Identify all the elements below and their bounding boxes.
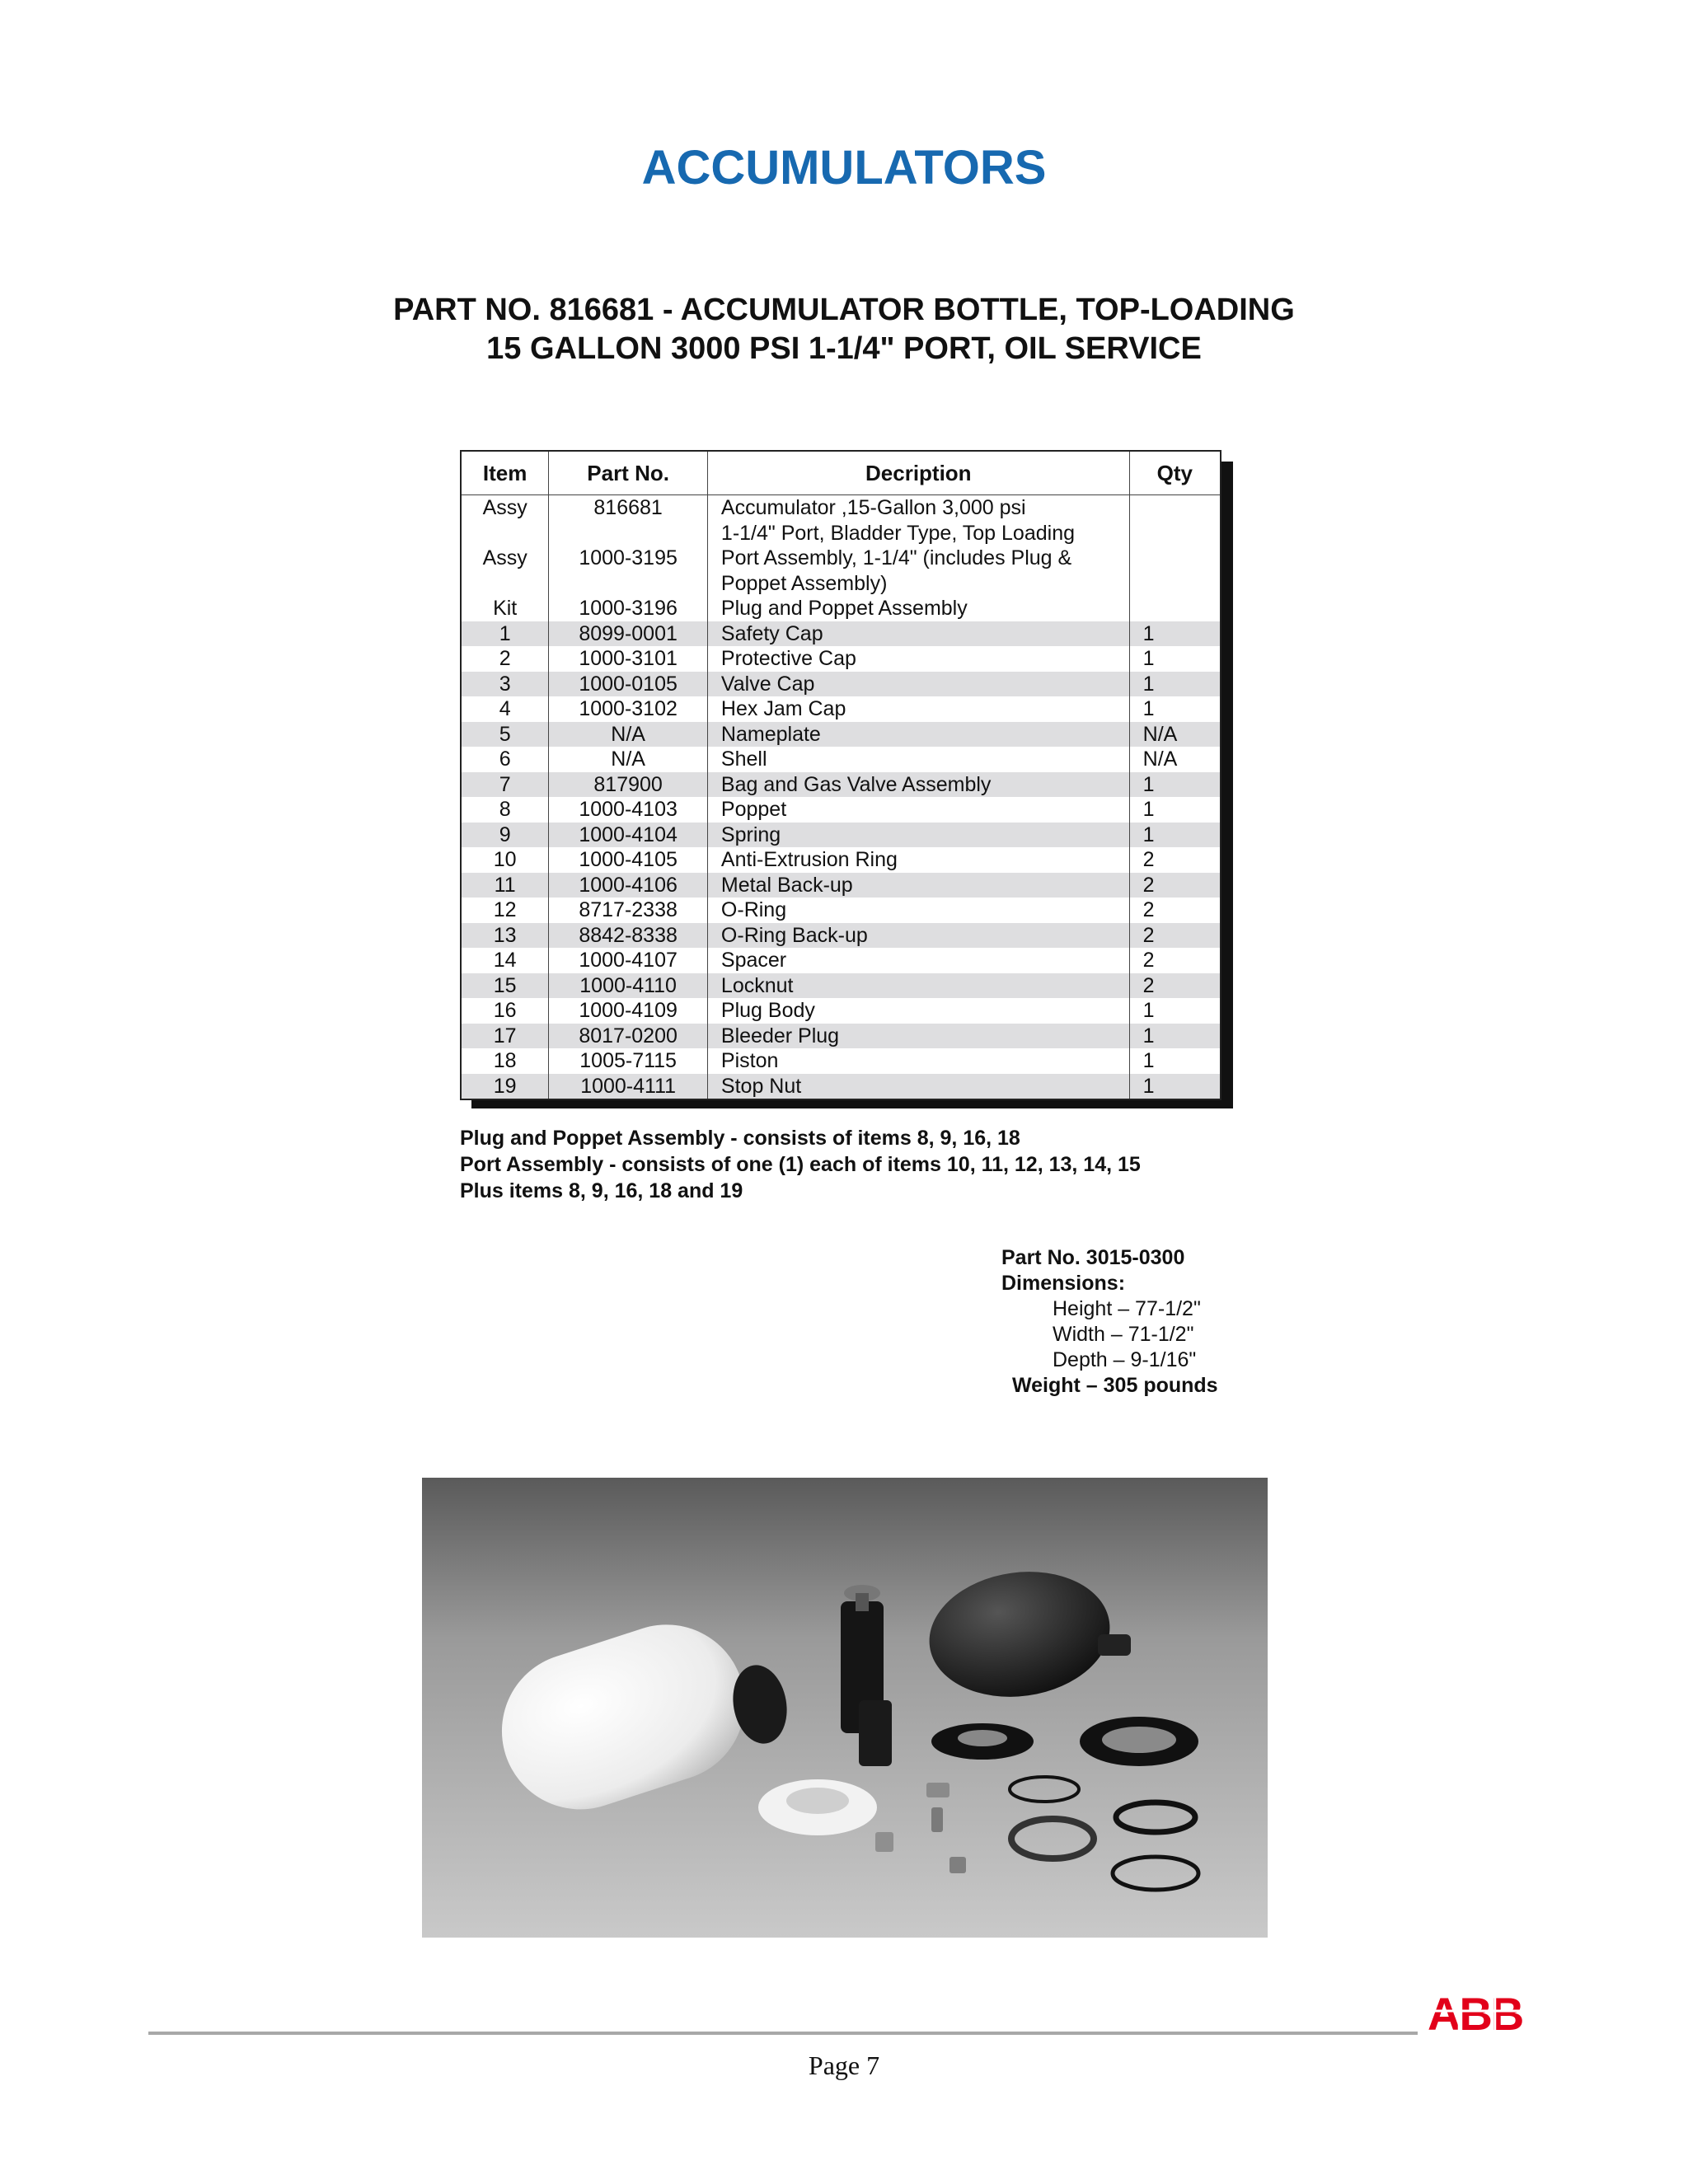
cell-description: 1-1/4" Port, Bladder Type, Top Loading xyxy=(707,521,1129,546)
cell-qty: 1 xyxy=(1129,998,1221,1024)
cell-qty: 2 xyxy=(1129,873,1221,898)
dimension-weight: Weight – 305 pounds xyxy=(1012,1374,1218,1397)
cell-description: Anti-Extrusion Ring xyxy=(707,847,1129,873)
cell-item xyxy=(461,571,549,597)
cell-part-no: N/A xyxy=(549,747,708,772)
table-row xyxy=(461,823,1221,848)
cell-part-no xyxy=(549,521,708,546)
page-title: ACCUMULATORS xyxy=(641,141,1047,194)
note-plug-poppet: Plug and Poppet Assembly - consists of items 8, 9, 16, 18 xyxy=(460,1127,1020,1150)
cell-item: 9 xyxy=(461,823,549,848)
cell-item: 17 xyxy=(461,1024,549,1049)
cell-item: 3 xyxy=(461,672,549,697)
cell-item: Assy xyxy=(461,495,549,521)
cell-description: Poppet Assembly) xyxy=(707,571,1129,597)
cell-part-no: 1000-3102 xyxy=(549,696,708,722)
table-row xyxy=(461,797,1221,823)
cell-part-no: 816681 xyxy=(549,495,708,521)
cell-description: Spacer xyxy=(707,948,1129,973)
cell-description: Stop Nut xyxy=(707,1074,1129,1100)
cell-part-no: 1000-3196 xyxy=(549,596,708,621)
cell-qty: 1 xyxy=(1129,823,1221,848)
cell-qty: 1 xyxy=(1129,672,1221,697)
cell-description: Piston xyxy=(707,1048,1129,1074)
cell-item: 14 xyxy=(461,948,549,973)
table-row xyxy=(461,948,1221,973)
cell-qty xyxy=(1129,571,1221,597)
page-number: Page 7 xyxy=(808,2050,880,2080)
dimensions-part-no: Part No. 3015-0300 xyxy=(1001,1246,1185,1269)
cell-part-no: 1000-4106 xyxy=(549,873,708,898)
cell-qty: 2 xyxy=(1129,973,1221,999)
cell-qty: 2 xyxy=(1129,847,1221,873)
table-row xyxy=(461,898,1221,923)
cell-qty: 2 xyxy=(1129,948,1221,973)
table-row xyxy=(461,672,1221,697)
note-port-assembly: Port Assembly - consists of one (1) each of items 10, 11, 12, 13, 14, 15 xyxy=(460,1153,1141,1176)
header-part-no: Part No. xyxy=(549,451,708,495)
table-row xyxy=(461,1024,1221,1049)
table-row xyxy=(461,722,1221,748)
cell-part-no: 1000-4104 xyxy=(549,823,708,848)
subtitle-line-2: 15 GALLON 3000 PSI 1-1/4" PORT, OIL SERVICE xyxy=(486,331,1202,366)
cell-item: 12 xyxy=(461,898,549,923)
table-row xyxy=(461,747,1221,772)
cell-item: 1 xyxy=(461,621,549,647)
cell-description: Poppet xyxy=(707,797,1129,823)
cell-part-no: N/A xyxy=(549,722,708,748)
cell-description: Hex Jam Cap xyxy=(707,696,1129,722)
cell-part-no: 1000-3101 xyxy=(549,646,708,672)
cell-item: 15 xyxy=(461,973,549,999)
note-plus-items: Plus items 8, 9, 16, 18 and 19 xyxy=(460,1179,743,1202)
cell-item: 11 xyxy=(461,873,549,898)
cell-part-no: 8717-2338 xyxy=(549,898,708,923)
cell-description: Nameplate xyxy=(707,722,1129,748)
cell-description: Spring xyxy=(707,823,1129,848)
cell-item: 16 xyxy=(461,998,549,1024)
cell-qty: 1 xyxy=(1129,797,1221,823)
cell-part-no: 1000-4107 xyxy=(549,948,708,973)
table-row xyxy=(461,1074,1221,1100)
cell-qty xyxy=(1129,546,1221,571)
cell-description: Plug and Poppet Assembly xyxy=(707,596,1129,621)
cell-qty: 1 xyxy=(1129,1074,1221,1100)
cell-part-no: 1005-7115 xyxy=(549,1048,708,1074)
table-row xyxy=(461,571,1221,597)
abb-logo-text: ABB xyxy=(1428,1993,1523,2034)
cell-part-no: 1000-4105 xyxy=(549,847,708,873)
table-header-row xyxy=(461,451,1221,495)
cell-part-no: 1000-4103 xyxy=(549,797,708,823)
table-row xyxy=(461,847,1221,873)
cell-item: 6 xyxy=(461,747,549,772)
cell-qty: 1 xyxy=(1129,696,1221,722)
cell-qty: N/A xyxy=(1129,722,1221,748)
cell-qty: 2 xyxy=(1129,923,1221,949)
cell-part-no xyxy=(549,571,708,597)
table-row xyxy=(461,646,1221,672)
cell-description: Port Assembly, 1-1/4" (includes Plug & xyxy=(707,546,1129,571)
cell-part-no: 817900 xyxy=(549,772,708,798)
cell-description: Bleeder Plug xyxy=(707,1024,1129,1049)
dimension-width: Width – 71-1/2" xyxy=(1053,1323,1194,1346)
table-row xyxy=(461,973,1221,999)
table-row xyxy=(461,873,1221,898)
cell-item: Assy xyxy=(461,546,549,571)
cell-description: O-Ring Back-up xyxy=(707,923,1129,949)
cell-item: 10 xyxy=(461,847,549,873)
header-item: Item xyxy=(461,451,549,495)
cell-part-no: 8099-0001 xyxy=(549,621,708,647)
abb-logo xyxy=(1426,1993,1533,2038)
cell-description: Locknut xyxy=(707,973,1129,999)
dimensions-label: Dimensions: xyxy=(1001,1272,1126,1295)
cell-description: Shell xyxy=(707,747,1129,772)
cell-item: 13 xyxy=(461,923,549,949)
cell-part-no: 1000-4109 xyxy=(549,998,708,1024)
cell-qty xyxy=(1129,521,1221,546)
cell-qty: 1 xyxy=(1129,772,1221,798)
cell-qty: 1 xyxy=(1129,1048,1221,1074)
table-row xyxy=(461,621,1221,647)
cell-item xyxy=(461,521,549,546)
cell-qty: N/A xyxy=(1129,747,1221,772)
cell-description: Bag and Gas Valve Assembly xyxy=(707,772,1129,798)
cell-description: O-Ring xyxy=(707,898,1129,923)
table-row xyxy=(461,521,1221,546)
table-row xyxy=(461,495,1221,521)
cell-item: 4 xyxy=(461,696,549,722)
parts-table xyxy=(460,450,1221,1100)
cell-part-no: 1000-3195 xyxy=(549,546,708,571)
parts-table-container xyxy=(460,450,1221,1100)
header-description: Decription xyxy=(707,451,1129,495)
cell-description: Protective Cap xyxy=(707,646,1129,672)
cell-item: 18 xyxy=(461,1048,549,1074)
table-row xyxy=(461,1048,1221,1074)
cell-description: Safety Cap xyxy=(707,621,1129,647)
cell-description: Valve Cap xyxy=(707,672,1129,697)
header-qty: Qty xyxy=(1129,451,1221,495)
table-row xyxy=(461,923,1221,949)
cell-qty: 1 xyxy=(1129,646,1221,672)
cell-description: Accumulator ,15-Gallon 3,000 psi xyxy=(707,495,1129,521)
cell-part-no: 1000-4111 xyxy=(549,1074,708,1100)
cell-qty: 2 xyxy=(1129,898,1221,923)
table-row xyxy=(461,772,1221,798)
table-row xyxy=(461,546,1221,571)
cell-part-no: 8842-8338 xyxy=(549,923,708,949)
cell-item: Kit xyxy=(461,596,549,621)
table-row xyxy=(461,998,1221,1024)
accumulator-parts-photo xyxy=(422,1478,1268,1938)
dimension-height: Height – 77-1/2" xyxy=(1053,1297,1201,1320)
footer-rule xyxy=(148,2032,1418,2035)
cell-item: 2 xyxy=(461,646,549,672)
cell-part-no: 8017-0200 xyxy=(549,1024,708,1049)
cell-item: 19 xyxy=(461,1074,549,1100)
cell-description: Plug Body xyxy=(707,998,1129,1024)
cell-item: 5 xyxy=(461,722,549,748)
cell-qty xyxy=(1129,495,1221,521)
cell-part-no: 1000-0105 xyxy=(549,672,708,697)
table-body xyxy=(461,495,1221,1100)
table-row xyxy=(461,596,1221,621)
subtitle-line-1: PART NO. 816681 - ACCUMULATOR BOTTLE, TOP-LOADING xyxy=(393,293,1295,327)
cell-item: 8 xyxy=(461,797,549,823)
cell-part-no: 1000-4110 xyxy=(549,973,708,999)
table-row xyxy=(461,696,1221,722)
dimension-depth: Depth – 9-1/16" xyxy=(1053,1348,1197,1371)
cell-qty: 1 xyxy=(1129,621,1221,647)
cell-item: 7 xyxy=(461,772,549,798)
cell-qty: 1 xyxy=(1129,1024,1221,1049)
cell-description: Metal Back-up xyxy=(707,873,1129,898)
cell-qty xyxy=(1129,596,1221,621)
